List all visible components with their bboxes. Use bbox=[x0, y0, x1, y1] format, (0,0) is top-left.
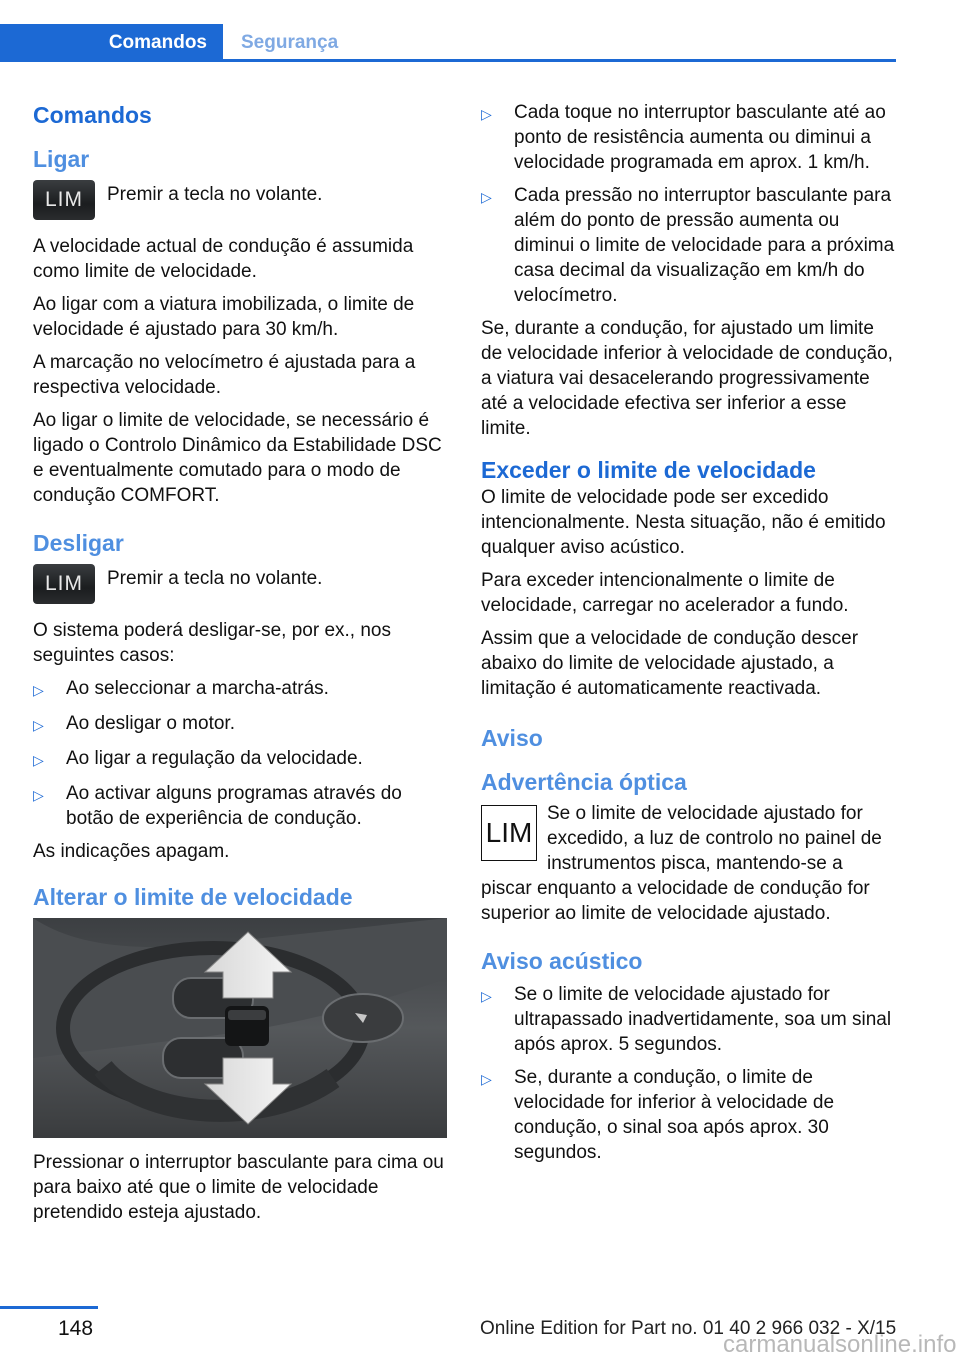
list-item: ▷ Ao seleccionar a marcha-atrás. bbox=[33, 676, 449, 703]
paragraph: A velocidade actual de condução é assumida como limite de velocidade. bbox=[33, 236, 414, 282]
heading-exceder: Exceder o limite de velocidade bbox=[481, 457, 816, 483]
list-item: ▷ Cada pressão no interruptor basculante para além do ponto de pressão aumenta ou diminui o limite de velocidade para a próxima casa decimal da visualização em km/h do velocímetro. bbox=[481, 185, 895, 306]
paragraph: Para exceder intencionalmente o limite de velocidade, carregar no acelerador a fundo. bbox=[481, 570, 849, 616]
paragraph: As indicações apagam. bbox=[33, 841, 230, 862]
acustico-list bbox=[481, 982, 897, 1165]
ligar-instruction-row bbox=[33, 180, 449, 220]
list-item: ▷ Ao desligar o motor. bbox=[33, 711, 449, 738]
paragraph: O limite de velocidade pode ser excedido intencionalmente. Nesta situação, não é emitido qualquer aviso acústico. bbox=[481, 487, 886, 558]
heading-aviso-acustico: Aviso acústico bbox=[481, 948, 643, 974]
left-column bbox=[33, 100, 449, 1233]
triangle-bullet-icon: ▷ bbox=[33, 787, 44, 803]
paragraph: O sistema poderá desligar-se, por ex., nos seguintes casos: bbox=[33, 620, 392, 666]
optica-block bbox=[481, 801, 897, 926]
desligar-instruction: Premir a tecla no volante. bbox=[107, 568, 323, 589]
triangle-bullet-icon: ▷ bbox=[481, 988, 492, 1004]
section-title-comandos: Comandos bbox=[33, 102, 152, 128]
paragraph: A marcação no velocímetro é ajustada para a respectiva velocidade. bbox=[33, 352, 416, 398]
header-rule bbox=[0, 59, 896, 62]
tab-comandos[interactable]: Comandos bbox=[0, 24, 223, 62]
ligar-instruction: Premir a tecla no volante. bbox=[107, 184, 323, 205]
paragraph: Se o limite de velocidade ajustado for excedido, a luz de controlo no painel de instrumentos pisca, mantendo-se a piscar enquanto a velocidade de condução for superior ao limite de velocidade ajustado. bbox=[481, 803, 882, 924]
list-item: ▷ Cada toque no interruptor basculante até ao ponto de resistência aumenta ou diminui a velocidade programada em aprox. 1 km/h. bbox=[481, 102, 886, 173]
page-number: 148 bbox=[58, 1317, 94, 1340]
heading-advertencia-optica: Advertência óptica bbox=[481, 769, 687, 795]
page-header bbox=[0, 0, 896, 62]
paragraph: Pressionar o interruptor basculante para cima ou para baixo até que o limite de velocidade pretendido esteja ajustado. bbox=[33, 1152, 444, 1223]
lim-button-icon: LIM bbox=[33, 564, 95, 604]
desligar-instruction-row bbox=[33, 564, 449, 604]
triangle-bullet-icon: ▷ bbox=[481, 189, 492, 205]
desligar-list bbox=[33, 676, 449, 831]
lim-indicator-icon: LIM bbox=[481, 805, 537, 861]
right-column bbox=[481, 100, 897, 1173]
heading-desligar: Desligar bbox=[33, 530, 124, 556]
footer-rule bbox=[0, 1306, 98, 1309]
heading-alterar: Alterar o limite de velocidade bbox=[33, 884, 353, 910]
paragraph: Ao ligar com a viatura imobilizada, o limite de velocidade é ajustado para 30 km/h. bbox=[33, 294, 415, 340]
triangle-bullet-icon: ▷ bbox=[33, 752, 44, 768]
list-item: ▷ Ao ligar a regulação da velocidade. bbox=[33, 746, 449, 773]
edition-note: Online Edition for Part no. 01 40 2 966 032 - X/15 bbox=[480, 1318, 897, 1339]
paragraph: Ao ligar o limite de velocidade, se necessário é ligado o Controlo Dinâmico da Estabilidade DSC e eventualmente comutado para o modo de condução COMFORT. bbox=[33, 410, 442, 506]
triangle-bullet-icon: ▷ bbox=[33, 682, 44, 698]
heading-aviso: Aviso bbox=[481, 725, 543, 751]
list-item: ▷ Ao activar alguns programas através do botão de experiência de condução. bbox=[33, 783, 402, 829]
triangle-bullet-icon: ▷ bbox=[481, 106, 492, 122]
lim-button-icon: LIM bbox=[33, 180, 95, 220]
watermark: carmanualsonline.info bbox=[723, 1331, 957, 1358]
triangle-bullet-icon: ▷ bbox=[33, 717, 44, 733]
steering-wheel-switch-photo bbox=[33, 918, 447, 1138]
paragraph: Se, durante a condução, for ajustado um limite de velocidade inferior à velocidade de condução, a viatura vai desacelerando progressivamente até a velocidade efectiva ser inferior a esse limite. bbox=[481, 318, 893, 439]
tab-seguranca[interactable]: Segurança bbox=[241, 32, 339, 53]
heading-ligar: Ligar bbox=[33, 146, 90, 172]
rocker-switch-list bbox=[481, 100, 897, 308]
list-item: ▷ Se o limite de velocidade ajustado for ultrapassado inadvertidamente, soa um sinal após aprox. 5 segundos. bbox=[481, 984, 892, 1055]
list-item: ▷ Se, durante a condução, o limite de velocidade for inferior à velocidade de condução, o sinal soa após aprox. 30 segundos. bbox=[481, 1067, 835, 1163]
triangle-bullet-icon: ▷ bbox=[481, 1071, 492, 1087]
paragraph: Assim que a velocidade de condução descer abaixo do limite de velocidade ajustado, a limitação é automaticamente reactivada. bbox=[481, 628, 859, 699]
